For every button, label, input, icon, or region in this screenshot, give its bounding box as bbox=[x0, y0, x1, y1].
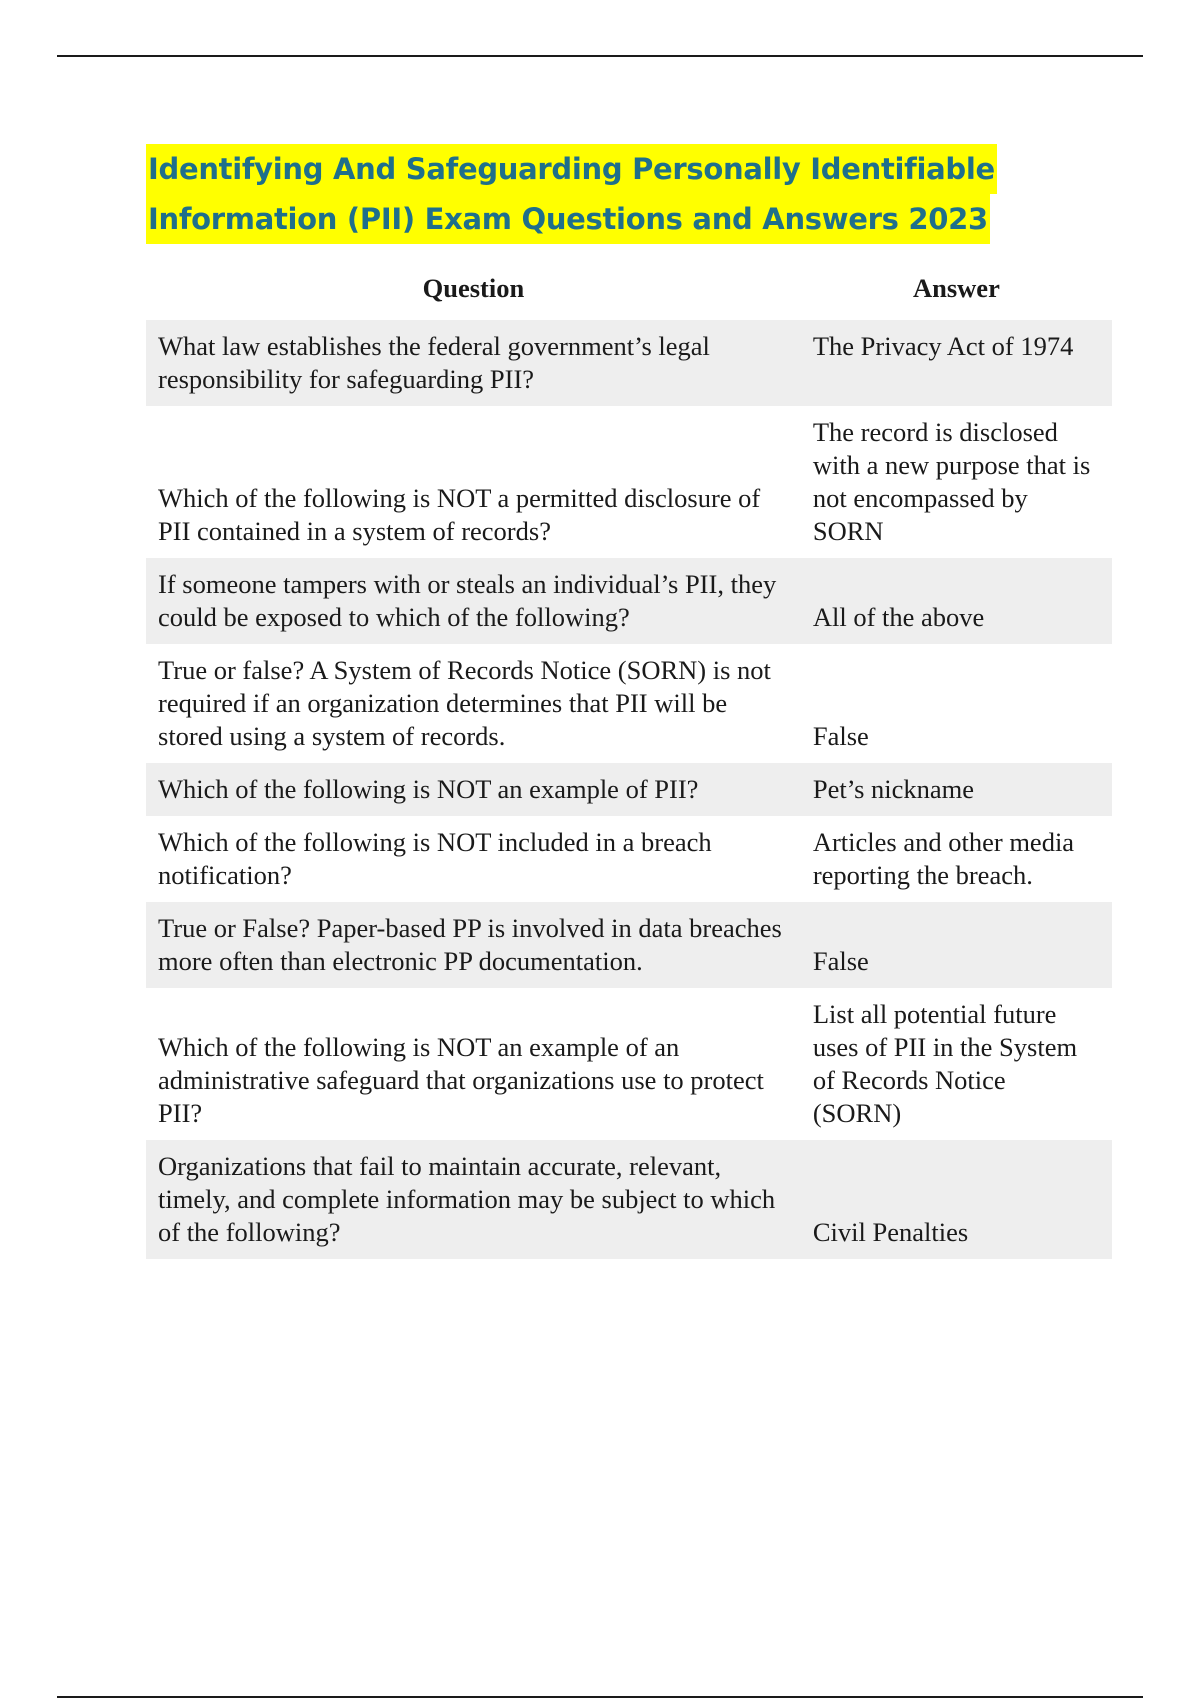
answer-cell: The Privacy Act of 1974 bbox=[801, 320, 1112, 406]
answer-cell: Pet’s nickname bbox=[801, 763, 1112, 816]
question-cell: Which of the following is NOT included in a breach notification? bbox=[158, 827, 712, 890]
answer-cell: List all potential future uses of PII in the System of Records Notice (SORN) bbox=[812, 999, 1078, 1128]
question-cell: True or false? A System of Records Notice (SORN) is not required if an organization determines that PII will be stored using a system of records. bbox=[158, 655, 771, 751]
question-cell: Which of the following is NOT a permitted disclosure of PII contained in a system of records? bbox=[158, 483, 761, 546]
question-cell: True or False? Paper-based PP is involved in data breaches more often than electronic PP documentation. bbox=[146, 902, 801, 988]
answer-column-header: Answer bbox=[912, 272, 1000, 303]
title-line-1: Identifying And Safeguarding Personally Identifiable bbox=[146, 144, 997, 194]
question-cell: Which of the following is NOT an example of PII? bbox=[146, 763, 801, 816]
header-rule bbox=[57, 55, 1143, 57]
table-row bbox=[146, 816, 1112, 902]
answer-cell: The record is disclosed with a new purpose that is not encompassed by SORN bbox=[812, 417, 1091, 546]
table-row bbox=[146, 902, 1112, 988]
table-row bbox=[146, 988, 1112, 1140]
table-row bbox=[146, 558, 1112, 644]
footer-rule bbox=[57, 1696, 1143, 1698]
question-cell: If someone tampers with or steals an individual’s PII, they could be exposed to which of the following? bbox=[146, 558, 801, 644]
qa-table bbox=[146, 262, 1112, 1259]
question-cell: Organizations that fail to maintain accurate, relevant, timely, and complete information may be subject to which of the following? bbox=[146, 1140, 801, 1259]
answer-cell: False bbox=[812, 721, 869, 751]
table-row bbox=[146, 644, 1112, 763]
document-title bbox=[146, 144, 995, 244]
answer-cell: Civil Penalties bbox=[801, 1140, 1112, 1259]
answer-cell: Articles and other media reporting the breach. bbox=[812, 827, 1075, 890]
title-line-2: Information (PII) Exam Questions and Answers 2023 bbox=[146, 194, 990, 244]
answer-cell: False bbox=[801, 902, 1112, 988]
table-row bbox=[146, 763, 1112, 816]
answer-cell: All of the above bbox=[801, 558, 1112, 644]
table-header-row bbox=[146, 262, 1112, 320]
question-cell: Which of the following is NOT an example of an administrative safeguard that organizations use to protect PII? bbox=[158, 1032, 764, 1128]
table-row bbox=[146, 1140, 1112, 1259]
table-row bbox=[146, 406, 1112, 558]
question-cell: What law establishes the federal government’s legal responsibility for safeguarding PII? bbox=[146, 320, 801, 406]
table-row bbox=[146, 320, 1112, 406]
question-column-header: Question bbox=[422, 272, 525, 303]
